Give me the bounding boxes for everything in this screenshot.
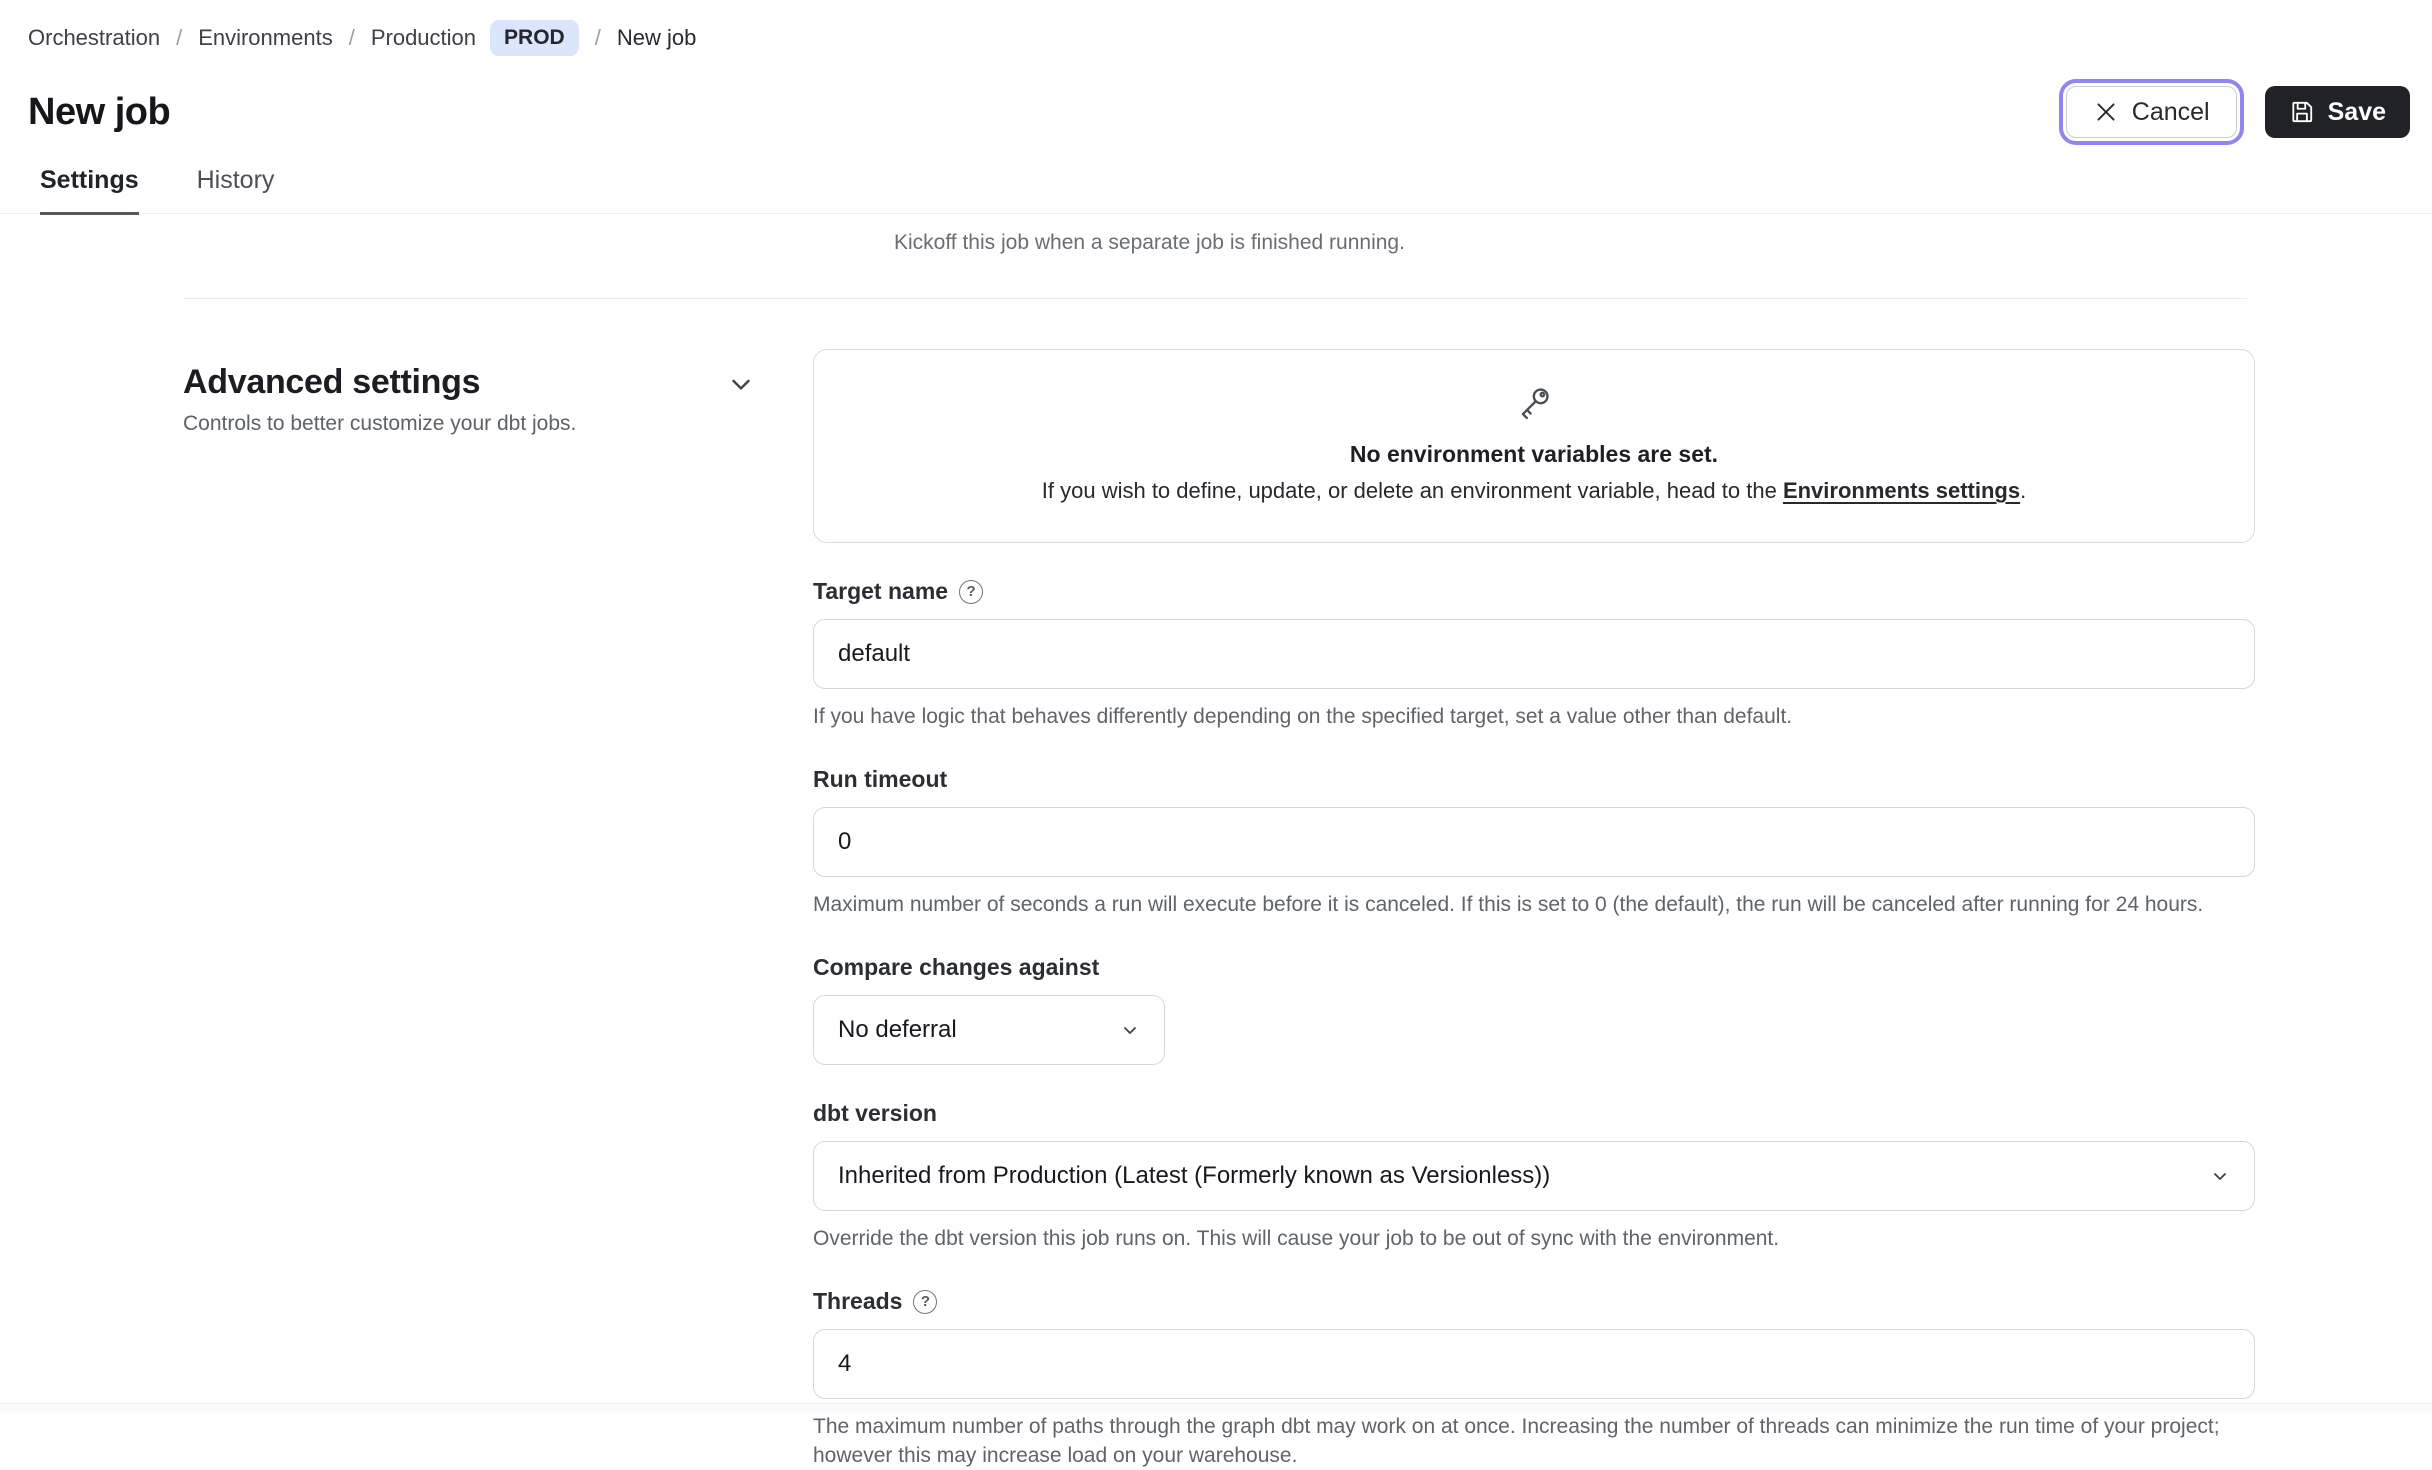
header-actions	[2066, 86, 2416, 138]
run-timeout-helper-text: Maximum number of seconds a run will execute before it is canceled. If this is set to 0 (the default), the run will be canceled after running for 24 hours.	[813, 893, 2204, 917]
close-icon	[2093, 99, 2119, 125]
env-vars-body-text: If you wish to define, update, or delete an environment variable, head to the	[1041, 478, 1783, 503]
chevron-down-icon	[1118, 1018, 1142, 1042]
page-title: New job	[28, 90, 171, 133]
dbt-version-select[interactable]	[813, 1141, 2255, 1211]
key-icon	[1515, 384, 1553, 422]
target-name-input[interactable]	[813, 619, 2255, 689]
advanced-settings-title: Advanced settings	[183, 363, 481, 401]
env-vars-empty-body	[834, 478, 2234, 504]
breadcrumb-orchestration[interactable]: Orchestration	[28, 25, 161, 50]
env-vars-body-period: .	[2020, 478, 2027, 503]
save-button-label: Save	[2327, 97, 2386, 126]
dbt-version-helper-text: Override the dbt version this job runs on. This will cause your job to be out of sync with the environment.	[813, 1227, 1780, 1251]
breadcrumb-production[interactable]: Production	[370, 25, 477, 50]
cancel-button[interactable]	[2066, 86, 2237, 138]
dbt-version-label: dbt version	[813, 1100, 937, 1127]
save-floppy-icon	[2289, 99, 2315, 125]
run-timeout-field-group	[813, 766, 2255, 919]
environment-variables-empty-state	[813, 349, 2255, 543]
environments-settings-link[interactable]: Environments settings	[1782, 478, 2021, 503]
prod-environment-badge: PROD	[490, 20, 579, 56]
cancel-button-label: Cancel	[2131, 97, 2210, 126]
tab-settings[interactable]: Settings	[40, 166, 139, 215]
compare-changes-label: Compare changes against	[813, 954, 1100, 981]
target-name-field-group	[813, 578, 2255, 731]
run-timeout-label: Run timeout	[813, 766, 948, 793]
compare-changes-select[interactable]	[813, 995, 1165, 1065]
env-vars-empty-title: No environment variables are set.	[1349, 441, 1719, 467]
dbt-version-selected-value: Inherited from Production (Latest (Formerly known as Versionless))	[838, 1162, 1551, 1190]
tab-bar	[0, 166, 2432, 214]
threads-field-group	[813, 1288, 2255, 1469]
threads-input[interactable]	[813, 1329, 2255, 1399]
compare-changes-field-group	[813, 954, 2255, 1065]
target-name-label: Target name	[813, 578, 949, 604]
advanced-settings-description: Controls to better customize your dbt jobs.	[183, 412, 577, 435]
dbt-version-field-group	[813, 1100, 2255, 1253]
threads-label: Threads	[813, 1288, 903, 1315]
chevron-down-icon	[2208, 1164, 2232, 1188]
breadcrumb-separator: /	[176, 25, 183, 50]
job-completion-trigger-note: Kickoff this job when a separate job is finished running.	[894, 231, 1405, 254]
section-divider	[183, 298, 2247, 299]
run-timeout-input[interactable]	[813, 807, 2255, 877]
collapse-section-chevron-down-icon[interactable]	[726, 369, 756, 399]
compare-changes-selected-value: No deferral	[838, 1016, 957, 1044]
target-name-helper-text: If you have logic that behaves differently depending on the specified target, set a value other than default.	[813, 705, 1793, 728]
breadcrumb-separator: /	[594, 25, 601, 50]
breadcrumb-separator: /	[348, 25, 355, 50]
threads-helper-text: The maximum number of paths through the graph dbt may work on at once. Increasing the number of threads can minimize the run time of your project; however this may increase load on your warehouse.	[813, 1415, 2220, 1467]
breadcrumb	[0, 0, 2432, 56]
advanced-settings-intro	[183, 349, 780, 1470]
advanced-settings-form	[813, 349, 2255, 1470]
advanced-settings-section	[183, 349, 2432, 1470]
page-header	[0, 86, 2432, 138]
tab-history[interactable]: History	[196, 166, 275, 194]
content-bottom-edge	[0, 1403, 2432, 1412]
threads-help-icon[interactable]: ?	[913, 1290, 937, 1314]
breadcrumb-current-new-job: New job	[616, 25, 697, 50]
breadcrumb-environments[interactable]: Environments	[198, 25, 333, 50]
save-button[interactable]	[2265, 86, 2410, 138]
target-name-help-icon[interactable]: ?	[959, 580, 983, 604]
